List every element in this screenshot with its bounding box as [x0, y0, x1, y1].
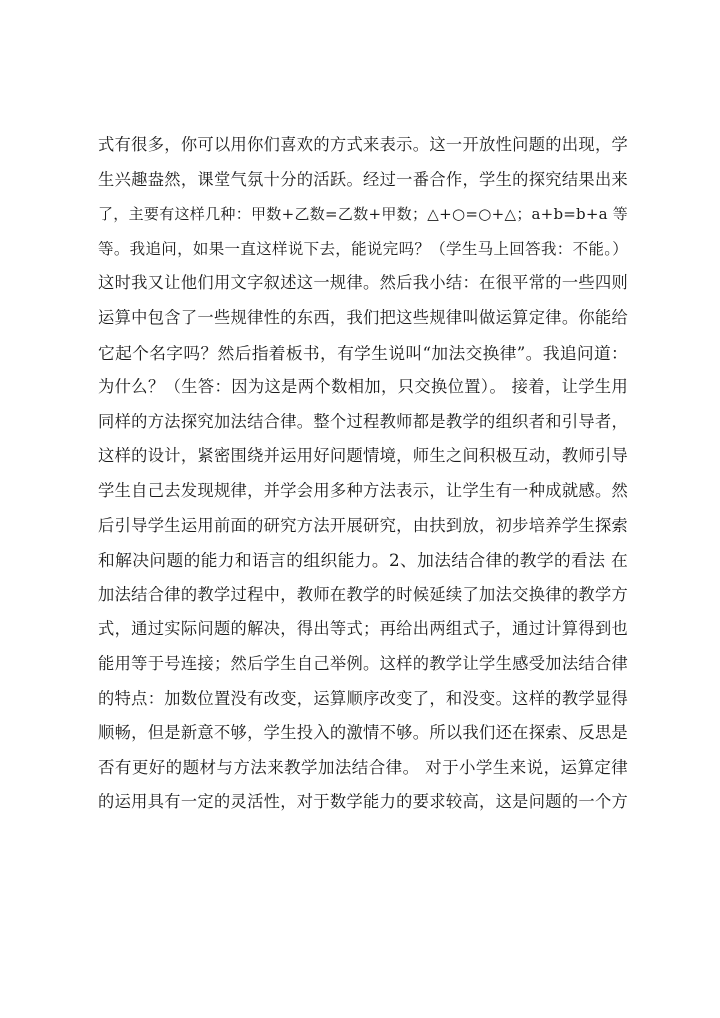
text-line: 的特点：加数位置没有改变，运算顺序改变了，和没变。这样的教学显得 — [98, 688, 628, 708]
text-line: 和解决问题的能力和语言的组织能力。2、加法结合律的教学的看法 在 — [98, 550, 628, 571]
text-line: 学生自己去发现规律，并学会用多种方法表示，让学生有一种成就感。然 — [98, 480, 628, 500]
text-line: 式有很多，你可以用你们喜欢的方式来表示。这一开放性问题的出现，学 — [98, 135, 628, 154]
text-line: 为什么？（生答：因为这是两个数相加，只交换位置）。 接着，让学生用 — [98, 377, 628, 397]
body-text — [98, 128, 628, 820]
text-line: 这样的设计，紧密围绕并运用好问题情境，师生之间积极互动，教师引导 — [98, 446, 628, 466]
text-line: 能用等于号连接；然后学生自己举例。这样的教学让学生感受加法结合律 — [98, 653, 628, 673]
text-line: 的运用具有一定的灵活性，对于数学能力的要求较高，这是问题的一个方 — [98, 792, 628, 812]
text-line: 式，通过实际问题的解决，得出等式；再给出两组式子，通过计算得到也 — [98, 619, 628, 639]
text-line: 加法结合律的教学过程中，教师在教学的时候延续了加法交换律的教学方 — [98, 584, 628, 604]
text-line: 等。我追问，如果一直这样说下去，能说完吗？（学生马上回答我：不能。） — [98, 239, 628, 258]
text-line: 否有更好的题材与方法来教学加法结合律。 对于小学生来说，运算定律 — [98, 757, 628, 777]
text-line: 顺畅，但是新意不够，学生投入的激情不够。所以我们还在探索、反思是 — [98, 723, 628, 743]
text-line: 同样的方法探究加法结合律。整个过程教师都是教学的组织者和引导者， — [98, 411, 628, 431]
text-line: 它起个名字吗？然后指着板书，有学生说叫“加法交换律”。我追问道： — [98, 342, 628, 363]
text-line: 后引导学生运用前面的研究方法开展研究，由扶到放，初步培养学生探索 — [98, 515, 628, 535]
text-line: 运算中包含了一些规律性的东西，我们把这些规律叫做运算定律。你能给 — [98, 307, 628, 327]
text-line: 了，主要有这样几种：甲数+乙数=乙数+甲数；△+○=○+△；a+b=b+a 等 — [98, 205, 628, 224]
text-line: 这时我又让他们用文字叙述这一规律。然后我小结：在很平常的一些四则 — [98, 273, 628, 293]
text-line: 生兴趣盎然，课堂气氛十分的活跃。经过一番合作，学生的探究结果出来 — [98, 169, 628, 189]
